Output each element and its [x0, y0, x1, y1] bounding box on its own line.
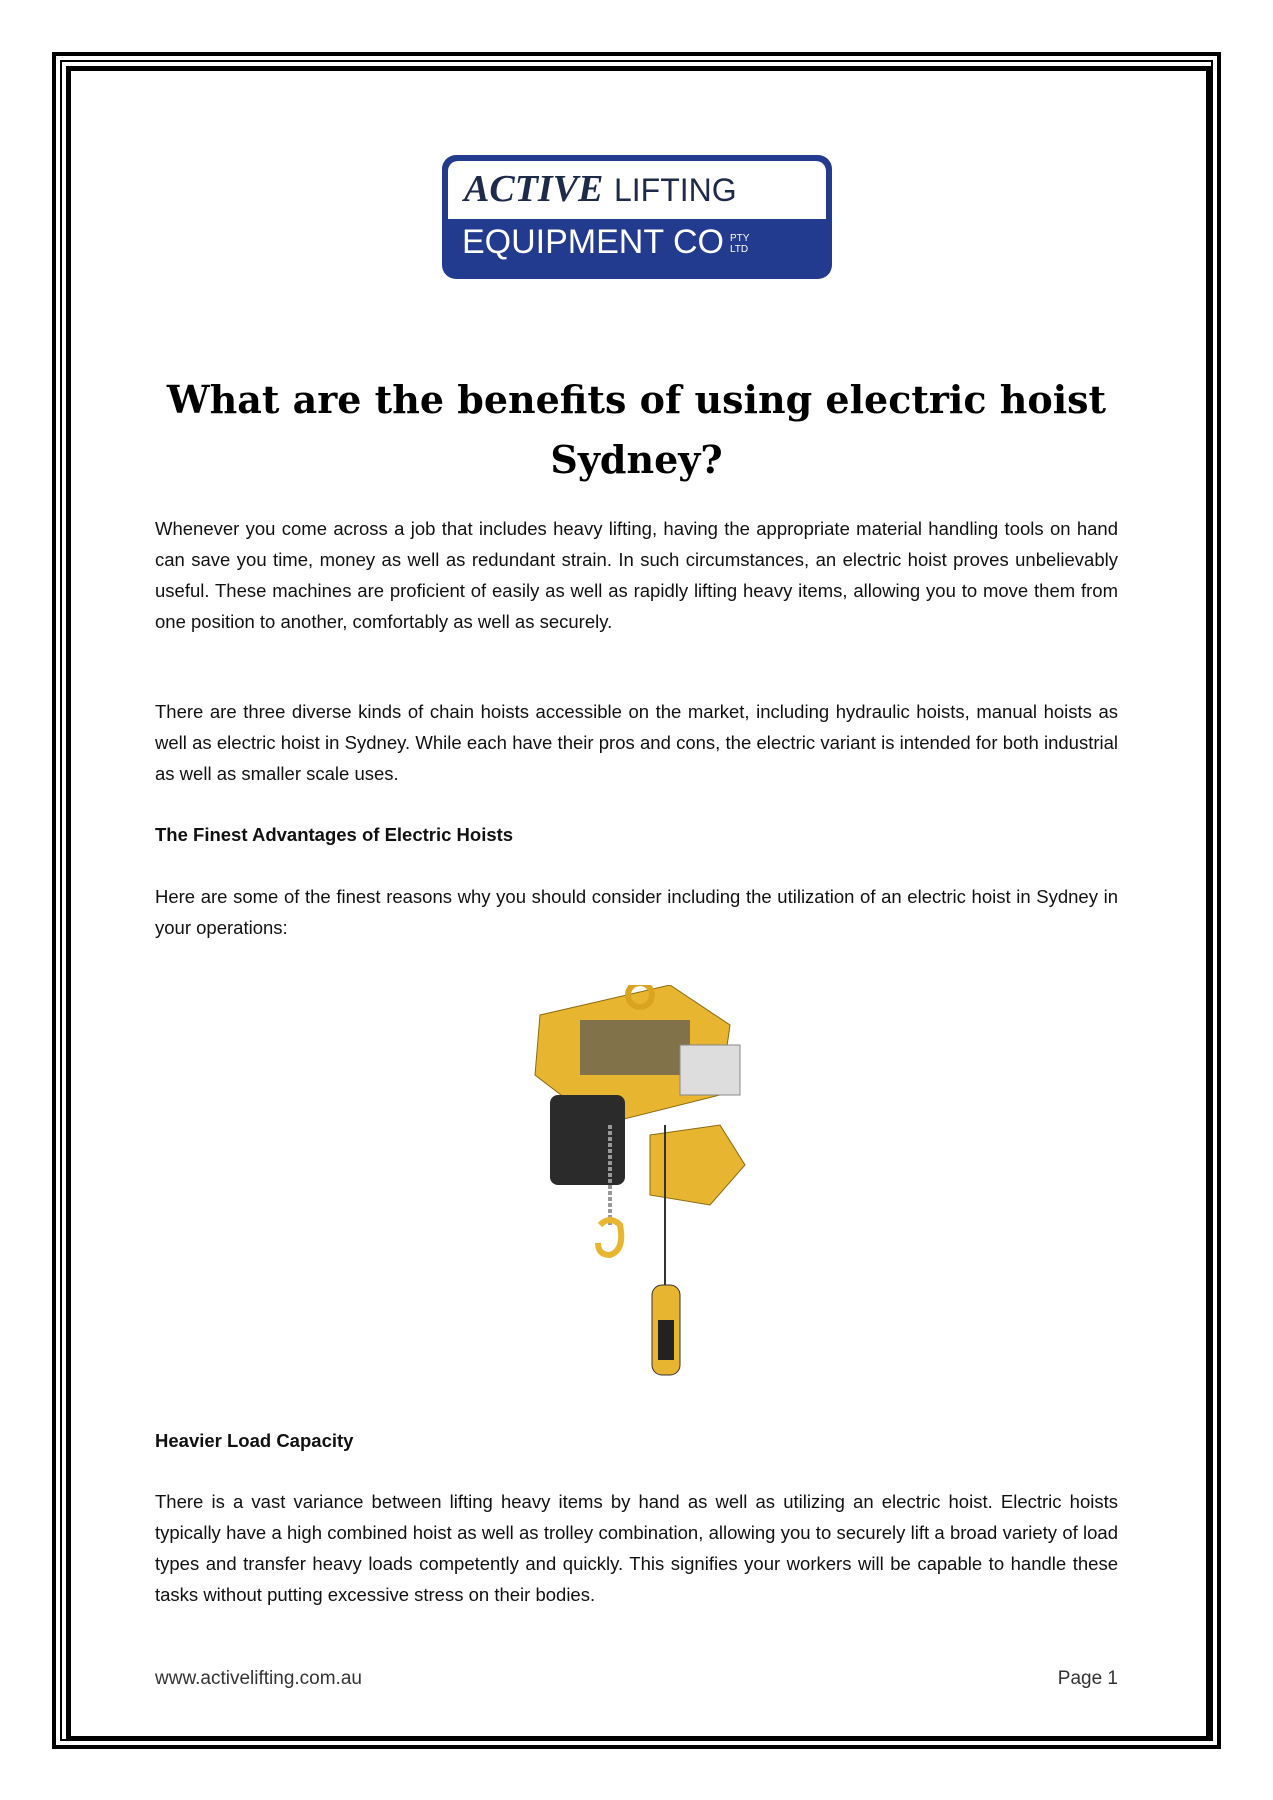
page-title: What are the benefits of using electric hoist Sydney?	[166, 377, 1107, 482]
logo-ltd: LTD	[729, 244, 749, 256]
heading-advantages: The Finest Advantages of Electric Hoists	[155, 824, 514, 845]
logo-word-active: ACTIVE	[464, 168, 604, 210]
logo-line2: EQUIPMENT CO	[462, 223, 724, 261]
paragraph-reasons: Here are some of the finest reasons why you should consider including the utilization of an electric hoist in Sydney in your operations:	[155, 886, 1118, 938]
logo-pty: PTY	[729, 233, 750, 245]
logo-word-lifting: LIFTING	[613, 172, 737, 208]
paragraph-load-capacity: There is a vast variance between lifting heavy items by hand as well as utilizing an electric hoist. Electric hoists typically have a high combined hoist as well as trolley combination, allowing you to securely lift a broad variety of load types and transfer heavy loads competently and quickly. This signifies your workers will be capable to handle these tasks without putting excessive stress on their bodies.	[155, 1491, 1118, 1605]
electric-hoist-image	[520, 985, 770, 1390]
footer-page-number: Page 1	[1057, 1668, 1118, 1689]
paragraph-types: There are three diverse kinds of chain hoists accessible on the market, including hydraulic hoists, manual hoists as well as electric hoist in Sydney. While each have their pros and cons, the electric variant is intended for both industrial as well as smaller scale uses.	[155, 701, 1118, 784]
footer-url[interactable]: www.activelifting.com.au	[155, 1668, 362, 1689]
heading-load-capacity: Heavier Load Capacity	[155, 1430, 354, 1451]
paragraph-intro: Whenever you come across a job that includes heavy lifting, having the appropriate material handling tools on hand can save you time, money as well as redundant strain. In such circumstances, an electric hoist proves unbelievably useful. These machines are proficient of easily as well as rapidly lifting heavy items, allowing you to move them from one position to another, comfortably as well as securely.	[155, 518, 1118, 632]
company-logo	[442, 155, 832, 279]
